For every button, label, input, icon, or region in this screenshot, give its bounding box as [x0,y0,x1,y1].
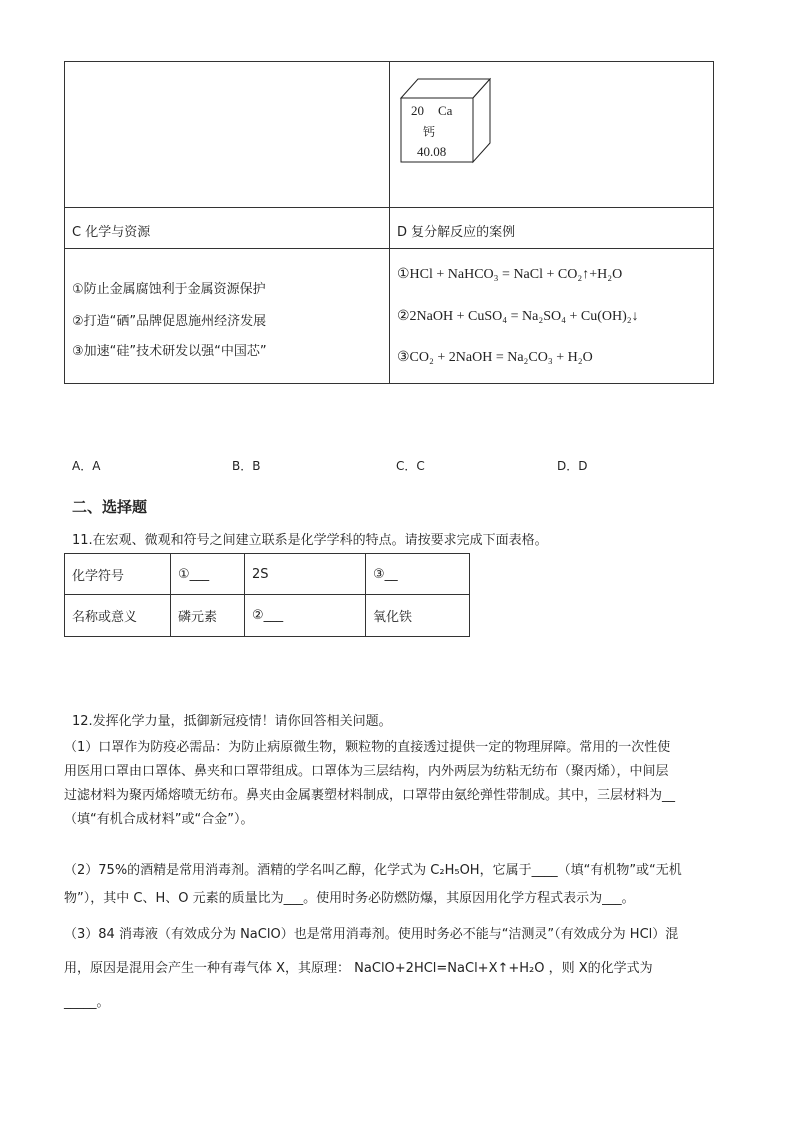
cell-d-equation: ①HCl + NaHCO₃ = NaCl + CO₂↑+H₂O [397,267,623,282]
q11-cell: 名称或意义 [64,594,171,637]
q11-cell: ②___ [244,594,366,637]
q11-cell: 磷元素 [170,594,245,637]
element-symbol: Ca [438,103,453,118]
q12-line: 用，原因是混用会产生一种有毒气体 X，其原理： NaClO+2HCl=NaCl+X↑+H₂O ，则 X的化学式为 [64,961,653,976]
option-b[interactable]: B．B [232,459,261,473]
q11-stem: 11.在宏观、微观和符号之间建立联系是化学学科的特点。请按要求完成下面表格。 [72,533,548,548]
cell-d-equation: ②2NaOH + CuSO₄ = Na₂SO₄ + Cu(OH)₂↓ [397,309,639,324]
q12-line: _____。 [64,995,110,1010]
table-row-divider [64,248,714,249]
element-atomic-number: 20 [411,103,424,118]
table-column-divider [389,61,390,384]
option-c[interactable]: C．C [396,459,425,473]
element-atomic-mass: 40.08 [417,144,447,159]
cell-c-item: ③加速“硅”技术研发以强“中国芯” [72,344,267,359]
cell-c-item: ①防止金属腐蚀利于金属资源保护 [72,282,266,297]
q12-line: （1）口罩作为防疫必需品：为防止病原微生物，颗粒物的直接透过提供一定的物理屏障。常用的一次性使 [64,740,671,755]
q12-part1 [64,740,724,836]
cell-d-header: D 复分解反应的案例 [397,225,516,240]
cell-c-header: C 化学与资源 [72,225,151,240]
q12-line: 用医用口罩由口罩体、鼻夹和口罩带组成。口罩体为三层结构，内外两层为纺粘无纺布（聚丙烯），中间层 [64,764,669,779]
option-a[interactable]: A．A [72,459,101,473]
q12-line: （填“有机合成材料”或“合金”）。 [64,812,254,827]
q11-cell: ①___ [170,553,245,595]
q12-line: （3）84 消毒液（有效成分为 NaClO）也是常用消毒剂。使用时务必不能与“洁测灵”（有效成分为 HCl）混 [64,927,679,942]
q11-cell: ③__ [365,553,470,595]
option-d[interactable]: D．D [557,459,588,473]
q12-part2 [64,863,724,919]
section-title: 二、选择题 [72,498,148,516]
q12-line: 物”），其中 C、H、O 元素的质量比为___。使用时务必防燃防爆，其原因用化学方程式表示为___。 [64,891,635,906]
q11-cell: 2S [244,553,366,595]
element-name: 钙 [423,125,436,139]
q12-part3 [64,927,724,1029]
q12-line: （2）75%的酒精是常用消毒剂。酒精的学名叫乙醇，化学式为 C₂H₅OH，它属于____（填“有机物”或“无机 [64,863,682,878]
cell-c-item: ②打造“硒”品牌促恩施州经济发展 [72,314,267,329]
cell-d-equation: ③CO₂ + 2NaOH = Na₂CO₃ + H₂O [397,350,593,365]
q12-stem: 12.发挥化学力量，抵御新冠疫情！请你回答相关问题。 [72,714,392,729]
table-row-divider [64,207,714,208]
q11-cell: 化学符号 [64,553,171,595]
q12-line: 过滤材料为聚丙烯熔喷无纺布。鼻夹由金属裹塑材料制成，口罩带由氨纶弹性带制成。其中，三层材料为__ [64,788,676,803]
q11-cell: 氧化铁 [365,594,470,637]
